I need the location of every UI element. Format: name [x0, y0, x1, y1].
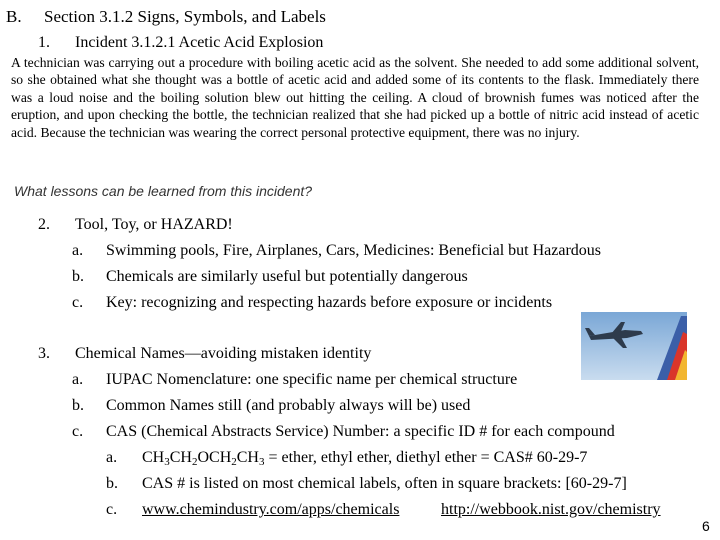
tool-item-c-marker: c. — [72, 294, 84, 311]
airplane-photo-icon — [581, 312, 687, 380]
section-marker: B. — [6, 7, 22, 26]
diethyl-ether-formula-line — [142, 449, 587, 467]
formula-part: CH — [236, 449, 259, 466]
names-item-c: CAS (Chemical Abstracts Service) Number: a specific ID # for each compound — [106, 423, 615, 440]
names-item-b: Common Names still (and probably always will be) used — [106, 397, 471, 414]
nist-webbook-link[interactable]: http://webbook.nist.gov/chemistry — [441, 501, 661, 518]
names-item-c-marker: c. — [72, 423, 84, 440]
tool-title: Tool, Toy, or HAZARD! — [75, 216, 233, 233]
tool-item-c: Key: recognizing and respecting hazards before exposure or incidents — [106, 294, 553, 311]
incident-number: 1. — [38, 34, 50, 51]
names-item-a: IUPAC Nomenclature: one specific name per chemical structure — [106, 371, 518, 388]
tool-item-a-marker: a. — [72, 242, 84, 259]
incident-story: A technician was carrying out a procedure with boiling acetic acid as the solvent. She needed to add some additional solvent, so she obtained what she thought was a bottle of acetic acid and added some of its contents to the flask. Immediately there was a loud noise and the boiling solution blew out hitting the ceiling. A cloud of brownish fumes was noticed after the eruption, and upon checking the bottle, the technician realized that she had picked up a bottle of nitric acid instead of acetic acid. Because the technician was wearing the correct personal protective equipment, there was no injury. — [11, 55, 699, 140]
section-title: Section 3.1.2 Signs, Symbols, and Labels — [44, 7, 326, 26]
tool-number: 2. — [38, 216, 50, 233]
formula-sub: 3 — [258, 456, 265, 468]
tool-item-a: Swimming pools, Fire, Airplanes, Cars, Medicines: Beneficial but Hazardous — [106, 242, 602, 259]
incident-question: What lessons can be learned from this incident? — [14, 183, 313, 199]
formula-sub: 3 — [164, 456, 170, 468]
cas-sub-a-marker: a. — [106, 449, 118, 466]
cas-sub-c-marker: c. — [106, 501, 118, 518]
formula-sub: 2 — [231, 456, 237, 468]
names-title: Chemical Names—avoiding mistaken identity — [75, 345, 372, 362]
names-number: 3. — [38, 345, 50, 362]
names-item-b-marker: b. — [72, 397, 84, 414]
cas-sub-b: CAS # is listed on most chemical labels, often in square brackets: [60-29-7] — [142, 475, 627, 492]
cas-sub-b-marker: b. — [106, 475, 118, 492]
formula-rest: = ether, ethyl ether, diethyl ether = CAS# 60-29-7 — [264, 449, 588, 466]
tool-item-b-marker: b. — [72, 268, 84, 285]
formula-part: OCH — [197, 449, 232, 466]
names-item-a-marker: a. — [72, 371, 84, 388]
page-number: 6 — [702, 518, 710, 534]
chemindustry-link[interactable]: www.chemindustry.com/apps/chemicals — [142, 501, 400, 518]
formula-sub: 2 — [191, 456, 198, 468]
formula-part: CH — [142, 449, 165, 466]
incident-title: Incident 3.1.2.1 Acetic Acid Explosion — [75, 34, 324, 51]
tool-item-b: Chemicals are similarly useful but potentially dangerous — [106, 268, 468, 285]
formula-part: CH — [169, 449, 192, 466]
